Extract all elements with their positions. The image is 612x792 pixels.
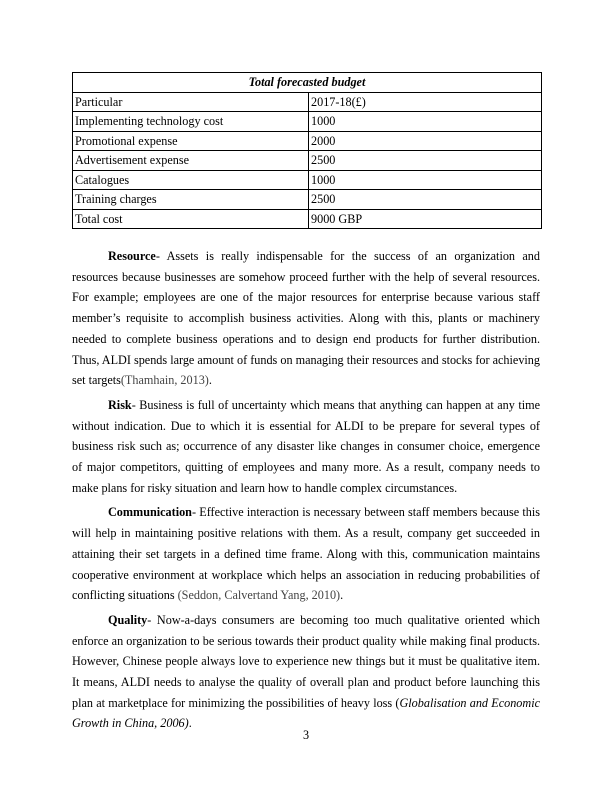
row-item: Implementing technology cost [73,112,309,132]
row-amount: 1000 [309,112,542,132]
row-amount: 1000 [309,170,542,190]
row-amount: 2000 [309,131,542,151]
table-header-row [73,92,542,112]
row-item: Catalogues [73,170,309,190]
budget-table [72,72,542,229]
header-particular: Particular [73,92,309,112]
heading-communication: Communication [108,505,192,520]
table-title-row [73,73,542,93]
row-amount: 2500 [309,151,542,171]
paragraph-quality [72,610,540,734]
table-row [73,131,542,151]
table-total-row [73,209,542,229]
table-row [73,170,542,190]
paragraph-end: . [340,588,344,603]
row-item: Promotional expense [73,131,309,151]
heading-resource: Resource [108,249,156,263]
paragraph-resource [72,246,540,391]
citation-italic: Globalisation and Economic Growth in China, 2006) [72,695,540,731]
paragraph-text: - Business is full of uncertainty which means that anything can happen at any time without indication. Due to which it is essential for ALDI to be prepare for several types of business risk such as; occurrence of any disaster like changes in consumer choice, emergence of major competitors, quitting of employees and many more. As a result, company needs to make plans for risky situation and learn how to handle complex circumstances. [72,397,540,495]
paragraph-text: - Effective interaction is necessary between staff members because this will help in maintaining positive relations with them. As a result, company get succeeded in attaining their set targets in a defined time frame. Along with this, communication maintains cooperative environment at workplace which helps an association in reducing probabilities of conflicting situations [72,505,540,603]
total-amount: 9000 GBP [309,209,542,229]
table-row [73,190,542,210]
paragraph-end: . [188,716,192,731]
row-amount: 2500 [309,190,542,210]
paragraph-risk [72,395,540,499]
table-row [73,112,542,132]
heading-quality: Quality [108,612,148,627]
citation: (Thamhain, 2013) [120,373,209,388]
table-row [73,151,542,171]
citation: (Seddon, Calvertand Yang, 2010) [177,588,341,603]
row-item: Training charges [73,190,309,210]
row-item: Advertisement expense [73,151,309,171]
heading-risk: Risk [108,397,132,412]
paragraph-end: . [208,373,212,388]
paragraph-text: - Assets is really indispensable for the success of an organization and resources because businesses are somehow proceed further with the help of several resources. For example; employees are one of the major resources for enterprise because various staff member’s requisite to accomplish business activities. Along with this, plants or machinery needed to complete business operations and to design end products for further distribution. Thus, ALDI spends large amount of funds on managing their resources and stocks for achieving set targets [72,249,540,388]
header-year: 2017-18(£) [309,92,542,112]
body-text [72,246,540,738]
page-number: 3 [302,728,310,742]
paragraph-text: - Now-a-days consumers are becoming too much qualitative oriented which enforce an organization to be serious towards their product quality while making final products. However, Chinese people always love to experience new things but it must be qualitative item. It means, ALDI needs to analyse the quality of overall plan and product before launching this plan at marketplace for minimizing the possibilities of heavy loss ( [72,612,540,710]
total-label: Total cost [73,209,309,229]
paragraph-communication [72,502,540,606]
table-title: Total forecasted budget [73,73,542,93]
